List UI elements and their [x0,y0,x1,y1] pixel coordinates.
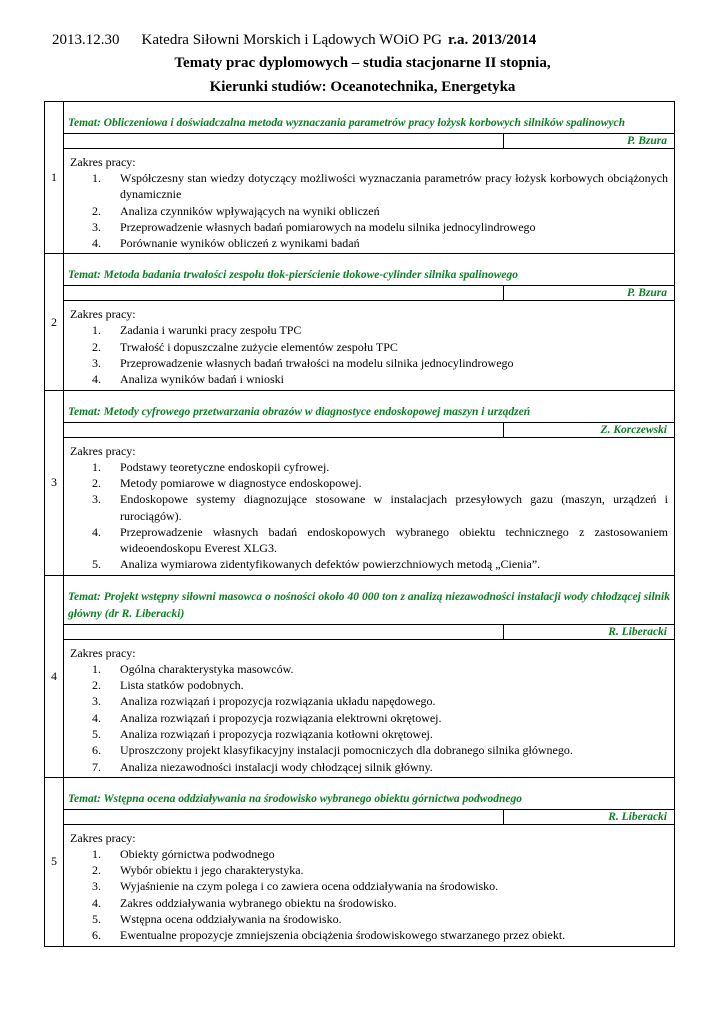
scope-item [92,475,668,491]
topic-spacer [64,391,674,403]
topics-table [44,101,675,947]
header-subtitle: Tematy prac dyplomowych – studia stacjonarne II stopnia, [174,55,551,71]
supervisor-blank-cell [64,134,504,148]
scope-label: Zakres pracy: [70,155,136,169]
topic-content [64,390,675,575]
scope-item-text: Zakres oddziaływania wybranego obiektu na środowisko. [120,895,397,910]
scope-item-number: 5. [92,557,101,572]
scope-item-text: Zadania i warunki pracy zespołu TPC [120,323,302,338]
header-date: 2013.12.30 [52,32,120,48]
scope-item-number: 2. [92,475,101,490]
scope-item [92,862,668,878]
scope-item-text: Obiekty górnictwa podwodnego [120,846,275,861]
topic-row [45,102,675,254]
scope-label: Zakres pracy: [70,307,136,322]
header-line-1 [52,32,536,49]
scope-item-number: 7. [92,759,101,774]
supervisor-row [64,286,674,301]
scope-list [70,846,668,944]
scope-item-number: 2. [92,863,101,878]
scope-item-number: 4. [92,236,101,251]
topic-number: 4 [45,575,64,777]
scope-item [92,203,668,219]
scope-item [92,556,668,572]
topic-content [64,102,675,254]
supervisor-blank-cell [64,810,504,824]
scope-item [92,219,668,235]
scope-section [64,149,674,253]
header-fields-of-study: Kierunki studiów: Oceanotechnika, Energetyka [209,79,516,95]
scope-item-number: 3. [92,879,101,894]
scope-item-number: 2. [92,678,101,693]
scope-item [92,235,668,251]
topic-spacer [64,778,674,790]
scope-item-number: 6. [92,928,101,943]
supervisor-name: P. Bzura [626,287,667,300]
topic-title: Temat: Obliczeniowa i doświadczalna metoda wyznaczania parametrów pracy łożysk korbowych silników spalinowych [64,114,674,134]
scope-item [92,742,668,758]
scope-item [92,878,668,894]
topic-content [64,575,675,777]
topic-title: Temat: Metoda badania trwałości zespołu tłok-pierścienie tłokowe-cylinder silnika spalinowego [64,266,674,286]
scope-item-text: Podstawy teoretyczne endoskopii cyfrowej. [120,459,330,474]
scope-label: Zakres pracy: [70,645,136,660]
supervisor-row [64,810,674,825]
scope-item [92,846,668,862]
scope-item-text: Przeprowadzenie własnych badań pomiarowych na modelu silnika jednocylindrowego [120,219,536,234]
scope-item-text: Trwałość i dopuszczalne zużycie elementów zespołu TPC [120,339,398,354]
scope-item-number: 1. [92,459,101,474]
scope-label: Zakres pracy: [70,830,136,845]
scope-item-number: 3. [92,694,101,709]
scope-item-text: Wybór obiektu i jego charakterystyka. [120,863,304,878]
topic-row [45,575,675,777]
scope-item [92,911,668,927]
scope-item-number: 1. [92,323,101,338]
scope-item-number: 2. [92,203,101,218]
scope-item-number: 1. [92,846,101,861]
scope-item [92,710,668,726]
scope-item-number: 5. [92,726,101,741]
header-department: Katedra Siłowni Morskich i Lądowych WOiO PG [141,32,443,48]
scope-item-number: 4. [92,372,101,387]
supervisor-row [64,625,674,640]
topic-title: Temat: Projekt wstępny siłowni masowca o nośności około 40 000 ton z analizą niezawodności instalacji wody chłodzącej silnik główny (dr R. Liberacki) [64,588,674,625]
scope-item [92,170,668,203]
topic-content [64,254,675,390]
scope-section [64,301,674,389]
scope-list [70,661,668,775]
scope-item [92,524,668,557]
topic-number: 5 [45,777,64,946]
scope-item-text: Lista statków podobnych. [120,678,244,693]
scope-item-text: Analiza wymiarowa zidentyfikowanych defektów powierzchniowych metodą „Cienia”. [120,557,541,572]
scope-item [92,371,668,387]
scope-item-number: 4. [92,895,101,910]
scope-item-text: Analiza rozwiązań i propozycja rozwiązania elektrowni okrętowej. [120,710,442,725]
scope-item-text: Ewentualne propozycje zmniejszenia obciążenia środowiskowego stwarzanego przez obiekt. [120,928,566,943]
scope-item-text: Analiza rozwiązań i propozycja rozwiązania układu napędowego. [120,694,436,709]
scope-item-text: Uproszczony projekt klasyfikacyjny instalacji pomocniczych dla dobranego silnika głównego. [120,743,573,758]
topic-spacer [64,254,674,266]
scope-item-text: Analiza wyników badań i wnioski [120,372,284,387]
topic-row [45,254,675,390]
supervisor-blank-cell [64,286,504,300]
topic-spacer [64,576,674,588]
topic-number: 2 [45,254,64,390]
scope-item-text: Przeprowadzenie własnych badań trwałości na modelu silnika jednocylindrowego [120,356,514,371]
topic-row [45,777,675,946]
supervisor-name: P. Bzura [626,135,667,147]
header-academic-year: r.a. 2013/2014 [448,32,537,48]
scope-item-number: 4. [92,710,101,725]
scope-item [92,491,668,524]
topic-number: 3 [45,390,64,575]
scope-item-text: Ogólna charakterystyka masowców. [120,661,294,676]
supervisor-name: Z. Korczewski [600,423,667,436]
scope-item-number: 3. [92,492,101,507]
scope-item [92,895,668,911]
scope-item-number: 3. [92,219,101,234]
scope-item-text: Endoskopowe systemy diagnozujące stosowane w instalacjach przesyłowych gazu (maszyn, urządzeń i rurociągów). [120,492,668,523]
scope-item-text: Analiza rozwiązań i propozycja rozwiązania kotłowni okrętowej. [120,726,433,741]
scope-section [64,640,674,777]
supervisor-row [64,423,674,438]
scope-item [92,693,668,709]
scope-list [70,322,668,387]
scope-item [92,677,668,693]
scope-item-text: Współczesny stan wiedzy dotyczący możliwości wyznaczania parametrów pracy łożysk korbowych obciążonych dynamicznie [120,171,668,202]
supervisor-name: R. Liberacki [608,810,667,823]
topic-spacer [64,102,674,114]
scope-item [92,339,668,355]
scope-item [92,459,668,475]
scope-item-text: Analiza niezawodności instalacji wody chłodzącej silnik główny. [120,759,433,774]
topic-number: 1 [45,102,64,254]
topic-title: Temat: Metody cyfrowego przetwarzania obrazów w diagnostyce endoskopowej maszyn i urządzeń [64,403,674,423]
scope-item [92,661,668,677]
scope-item-text: Przeprowadzenie własnych badań endoskopowych wybranego obiektu technicznego z zastosowaniem wideoendoskopu Everest XLG3. [120,524,668,556]
scope-list [70,459,668,573]
scope-label: Zakres pracy: [70,443,136,458]
supervisor-blank-cell [64,423,504,437]
scope-item-number: 1. [92,171,101,185]
scope-item [92,322,668,338]
scope-item [92,759,668,775]
scope-item-number: 4. [92,524,101,539]
scope-section [64,825,674,946]
scope-item-number: 2. [92,339,101,354]
scope-item [92,355,668,371]
scope-item-text: Wyjaśnienie na czym polega i co zawiera ocena oddziaływania na środowisko. [120,879,499,894]
scope-item-number: 1. [92,661,101,676]
scope-item-text: Porównanie wyników obliczeń z wynikami badań [120,236,360,251]
topic-content [64,777,675,946]
scope-item-number: 3. [92,356,101,371]
scope-item-text: Wstępna ocena oddziaływania na środowisko. [120,912,342,927]
scope-item [92,726,668,742]
supervisor-name: R. Liberacki [608,625,667,638]
scope-list [70,170,668,251]
topic-title: Temat: Wstępna ocena oddziaływania na środowisko wybranego obiektu górnictwa podwodnego [64,790,674,810]
scope-item-text: Analiza czynników wpływających na wyniki obliczeń [120,203,380,218]
topic-row [45,390,675,575]
supervisor-blank-cell [64,625,504,639]
supervisor-row [64,134,674,149]
scope-item [92,927,668,943]
scope-item-number: 5. [92,912,101,927]
scope-item-number: 6. [92,743,101,758]
scope-item-text: Metody pomiarowe w diagnostyce endoskopowej. [120,475,362,490]
scope-section [64,438,674,575]
